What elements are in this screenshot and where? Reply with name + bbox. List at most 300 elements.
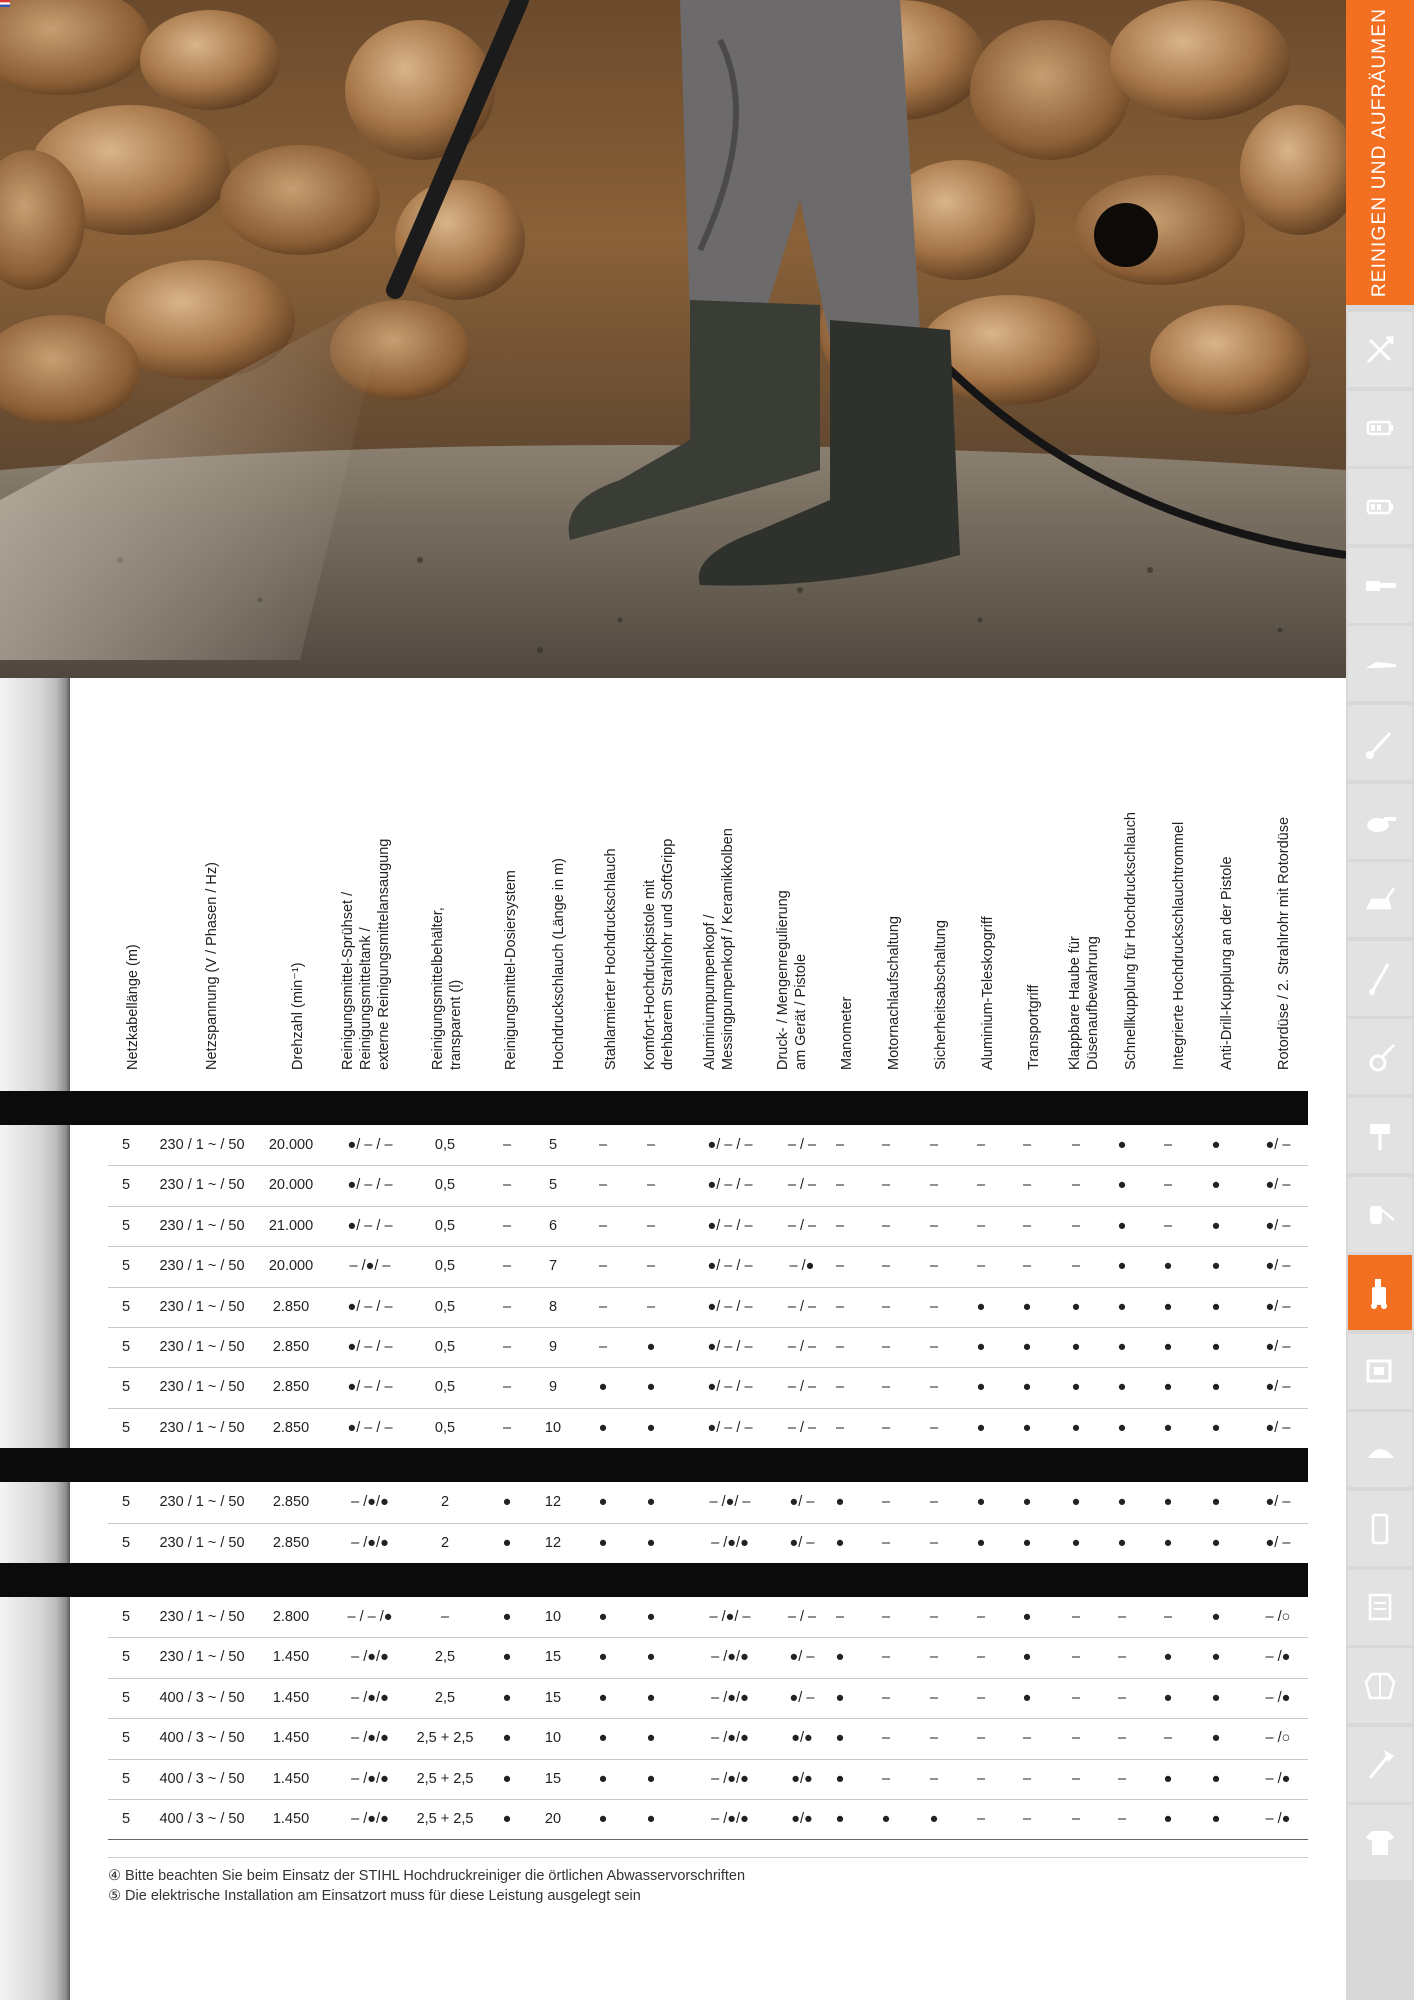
table-cell: ● [598,1534,608,1551]
table-cell: – [976,1177,986,1194]
column-header-line: Klappbare Haube für [1067,936,1083,1070]
table-cell: ● [1163,1494,1173,1511]
table-cell: – [976,1811,986,1827]
table-cell: – [835,1379,845,1396]
table-cell: ● [598,1379,608,1396]
table-cell: – [881,1217,891,1234]
table-cell: ● [976,1534,986,1551]
table-cell: – [881,1379,891,1396]
pressure-washer-icon-glyph [1362,1275,1398,1311]
column-header-line: transparent (l) [448,979,464,1070]
table-cell: – [835,1137,845,1153]
table-cell: – [929,1609,939,1625]
table-cell: – [976,1649,986,1666]
table-cell: – /● [789,1258,815,1275]
table-cell: ●/● [791,1811,813,1827]
column-header [429,907,465,1070]
table-cell: – [835,1217,845,1234]
table-cell: – [881,1494,891,1511]
table-cell: – [1163,1730,1173,1747]
section-tab[interactable] [1346,0,1414,305]
column-header-line: Hochdruckschlauch (Länge in m) [551,858,567,1070]
pressure-washer-icon[interactable] [1348,1255,1412,1330]
table-cell: 10 [544,1419,562,1436]
table-cell: ● [646,1730,656,1747]
table-cell: ● [1071,1419,1081,1436]
table-cell: ● [1117,1298,1127,1315]
table-cell: 5 [121,1137,131,1153]
table-cell: ● [598,1770,608,1787]
table-cell: 0,5 [434,1298,456,1315]
table-cell: 5 [121,1534,131,1551]
column-header [701,828,737,1070]
table-cell: ● [1117,1177,1127,1194]
table-cell: ● [1071,1534,1081,1551]
table-cell: 2,5 [434,1649,456,1666]
table-cell: – [646,1177,656,1194]
table-cell: 230 / 1 ~ / 50 [159,1258,245,1275]
table-cell: 1.450 [272,1730,310,1747]
table-cell: ● [976,1298,986,1315]
table-cell: – /●/● [711,1534,749,1551]
table-cell: 2.850 [272,1494,310,1511]
table-cell: – [1117,1689,1127,1706]
table-cell: – /○ [1265,1609,1291,1625]
hedge-trimmer-icon[interactable] [1348,626,1412,701]
tools-icon-glyph [1362,332,1398,368]
table-cell: ● [1211,1258,1221,1275]
column-header [289,962,307,1070]
column-header [1275,817,1293,1070]
table-cell: 2,5 + 2,5 [416,1770,474,1787]
table-cell: ● [1211,1730,1221,1747]
table-cell: ● [1211,1534,1221,1551]
table-cell: 230 / 1 ~ / 50 [159,1217,245,1234]
table-cell: – [1022,1811,1032,1827]
table-cell: – [929,1730,939,1747]
table-cell: – /●/● [711,1811,749,1827]
sprayer-icon[interactable] [1348,1177,1412,1252]
table-cell: ● [1022,1609,1032,1625]
table-cell: – [835,1609,845,1625]
table-cell: – [502,1339,512,1355]
table-cell: – [502,1379,512,1396]
table-cell: ● [976,1339,986,1355]
column-header [1218,856,1236,1070]
table-cell: – /●/● [351,1730,389,1747]
table-cell: – / – [787,1419,817,1436]
table-cell: ● [835,1730,845,1747]
table-cell: 400 / 3 ~ / 50 [159,1770,245,1787]
column-header [1025,985,1043,1070]
shredder-icon[interactable] [1348,1334,1412,1409]
section-tab-label: REINIGEN UND AUFRÄUMEN [1369,7,1390,298]
lawnmower-icon[interactable] [1348,862,1412,937]
table-cell: – [1163,1609,1173,1625]
table-cell: 5 [121,1177,131,1194]
table-cell: – [502,1217,512,1234]
table-cell: 1.450 [272,1770,310,1787]
table-cell: 5 [121,1609,131,1625]
table-cell: – /●/● [711,1730,749,1747]
table-cell: ● [502,1730,512,1747]
table-row [0,1718,1308,1758]
table-cell: 8 [548,1298,558,1315]
table-cell: – [646,1298,656,1315]
column-header-line: Reinigungsmittel-Sprühset / [340,891,356,1070]
table-row [0,1367,1308,1407]
table-cell: ●/● [791,1770,813,1787]
table-cell: 5 [121,1258,131,1275]
table-cell: – [1022,1730,1032,1747]
language-flag-icon[interactable] [0,0,10,7]
table-cell: – /●/● [711,1649,749,1666]
table-cell: ● [1211,1137,1221,1153]
table-cell: 20.000 [268,1177,314,1194]
table-cell: – [976,1217,986,1234]
document-icon[interactable] [1348,1570,1412,1645]
table-cell: – / – [787,1217,817,1234]
table-cell: – [440,1609,450,1625]
table-cell: – [881,1339,891,1355]
table-cell: – [1163,1217,1173,1234]
table-cell: ● [1163,1770,1173,1787]
table-cell: ● [1211,1298,1221,1315]
table-cell: 10 [544,1609,562,1625]
axe-icon[interactable] [1348,1727,1412,1802]
table-cell: ● [1071,1379,1081,1396]
column-header [885,916,903,1070]
table-cell: – [1022,1258,1032,1275]
table-cell: ● [1022,1689,1032,1706]
table-cell: ● [646,1609,656,1625]
table-cell: ●/ – / – [347,1217,393,1234]
table-cell: ● [1117,1494,1127,1511]
table-cell: – [976,1609,986,1625]
table-cell: – [929,1689,939,1706]
table-cell: 6 [548,1217,558,1234]
table-cell: – [835,1339,845,1355]
table-cell: 5 [121,1494,131,1511]
table-cell: ● [976,1419,986,1436]
table-row [0,1165,1308,1205]
group-divider [0,1563,1308,1597]
table-row [0,1597,1308,1637]
table-cell: ● [1117,1137,1127,1153]
table-cell: ●/ – [789,1494,815,1511]
jacket-icon[interactable] [1348,1648,1412,1723]
table-cell: ●/ – / – [707,1217,753,1234]
table-cell: 5 [121,1730,131,1747]
table-cell: 2,5 + 2,5 [416,1811,474,1827]
table-cell: – [598,1217,608,1234]
column-header-line: Aluminiumpumpenkopf / [702,914,718,1070]
table-row [0,1408,1308,1448]
table-cell: ●/ – [789,1534,815,1551]
table-cell: ● [1022,1494,1032,1511]
table-cell: – [1071,1258,1081,1275]
table-cell: 2.850 [272,1419,310,1436]
column-header [602,848,620,1070]
table-bottom-rule [108,1839,1308,1840]
table-cell: ● [835,1534,845,1551]
table-cell: ●/ – / – [707,1137,753,1153]
table-cell: 12 [544,1534,562,1551]
trimmer-icon[interactable] [1348,941,1412,1016]
table-cell: – [1071,1609,1081,1625]
table-cell: – /●/● [351,1770,389,1787]
table-cell: 9 [548,1339,558,1355]
table-cell: 2.850 [272,1298,310,1315]
table-cell: – [881,1730,891,1747]
hedge-trimmer-icon-glyph [1362,646,1398,682]
table-cell: ● [1211,1177,1221,1194]
column-header-line: Reinigungsmittelbehälter, [430,907,446,1070]
table-cell: ● [1163,1339,1173,1355]
table-cell: 1.450 [272,1689,310,1706]
table-cell: ● [1163,1649,1173,1666]
table-cell: 15 [544,1689,562,1706]
blower-icon[interactable] [1348,784,1412,859]
table-cell: 5 [121,1770,131,1787]
table-cell: ● [502,1770,512,1787]
table-cell: – /●/● [711,1770,749,1787]
table-cell: ●/ – / – [347,1419,393,1436]
axe-icon-glyph [1362,1746,1398,1782]
table-cell: ● [1117,1217,1127,1234]
table-cell: 20.000 [268,1258,314,1275]
table-cell: – [929,1494,939,1511]
table-cell: 2.850 [272,1379,310,1396]
table-cell: – [976,1730,986,1747]
table-cell: ● [1163,1298,1173,1315]
table-cell: ● [502,1494,512,1511]
table-cell: ● [1117,1339,1127,1355]
table-cell: – [881,1419,891,1436]
tools-icon[interactable] [1348,312,1412,387]
lawnmower-icon-glyph [1362,882,1398,918]
column-header [1170,822,1188,1070]
table-cell: 15 [544,1770,562,1787]
table-cell: ● [598,1730,608,1747]
footnotes [108,1857,1308,1906]
table-cell: – / – /● [347,1609,393,1625]
table-cell: ● [598,1649,608,1666]
column-header-line: Druck- / Mengenregulierung [775,890,791,1070]
table-row [0,1678,1308,1718]
table-cell: ● [646,1379,656,1396]
battery-icon[interactable] [1348,469,1412,544]
table-cell: ●/ – / – [347,1379,393,1396]
table-cell: ● [646,1419,656,1436]
table-cell: 15 [544,1649,562,1666]
table-cell: 0,5 [434,1217,456,1234]
tiller-icon-glyph [1362,1039,1398,1075]
table-cell: 230 / 1 ~ / 50 [159,1649,245,1666]
table-cell: ● [835,1649,845,1666]
table-cell: ●/ – [789,1689,815,1706]
table-cell: – [1163,1137,1173,1153]
column-header-line: externe Reinigungsmittelansaugung [376,838,392,1070]
table-cell: – [881,1770,891,1787]
table-cell: ●/ – / – [347,1339,393,1355]
table-cell: 2 [440,1534,450,1551]
table-cell: – [1022,1177,1032,1194]
table-cell: ● [598,1811,608,1827]
table-cell: 2.800 [272,1609,310,1625]
column-header-line: Stahlarmierter Hochdruckschlauch [603,848,619,1070]
table-cell: ● [502,1811,512,1827]
shirt-icon[interactable] [1348,1805,1412,1880]
phone-icon[interactable] [1348,1491,1412,1566]
column-header [932,920,950,1070]
footnote-item: ④ Bitte beachten Sie beim Einsatz der STIHL Hochdruckreiniger die örtlichen Abwasservorschriften [108,1868,746,1884]
column-header [339,839,393,1070]
table-cell: – [1022,1137,1032,1153]
battery-icon-glyph [1362,489,1398,525]
table-cell: 400 / 3 ~ / 50 [159,1811,245,1827]
table-row [0,1287,1308,1327]
table-cell: 9 [548,1379,558,1396]
table-cell: – /● [1265,1811,1291,1827]
table-cell: – [1117,1770,1127,1787]
table-cell: 230 / 1 ~ / 50 [159,1609,245,1625]
table-cell: ● [1163,1811,1173,1827]
battery-icon[interactable] [1348,391,1412,466]
table-cell: 230 / 1 ~ / 50 [159,1494,245,1511]
column-header-line: Transportgriff [1026,984,1042,1070]
table-cell: ● [646,1689,656,1706]
tiller-icon[interactable] [1348,1019,1412,1094]
table-cell: ● [502,1534,512,1551]
table-cell: – [929,1534,939,1551]
table-cell: 0,5 [434,1419,456,1436]
table-cell: ●/ – [1265,1534,1291,1551]
table-cell: ● [1211,1217,1221,1234]
group-divider [0,1448,1308,1482]
pressure-washer-scene [0,0,1346,678]
battery-icon-glyph [1362,410,1398,446]
table-cell: ● [1117,1419,1127,1436]
table-cell: ● [1071,1494,1081,1511]
table-cell: ● [976,1494,986,1511]
table-cell: 1.450 [272,1649,310,1666]
table-cell: – [881,1534,891,1551]
column-header-line: Netzkabellänge (m) [125,944,141,1070]
group-divider [0,1091,1308,1125]
column-header [203,862,221,1070]
table-cell: ● [1163,1534,1173,1551]
table-cell: ● [646,1494,656,1511]
table-cell: ●/ – [1265,1339,1291,1355]
table-cell: 230 / 1 ~ / 50 [159,1137,245,1153]
shredder-icon-glyph [1362,1353,1398,1389]
table-cell: ● [1022,1298,1032,1315]
phone-icon-glyph [1362,1511,1398,1547]
table-cell: ● [502,1609,512,1625]
table-cell: – [1071,1137,1081,1153]
table-cell: – [881,1137,891,1153]
table-cell: ● [1117,1258,1127,1275]
table-cell: – [929,1419,939,1436]
table-row [0,1246,1308,1286]
column-header [1122,812,1140,1070]
chainsaw-icon[interactable] [1348,548,1412,623]
table-cell: 2,5 + 2,5 [416,1730,474,1747]
trimmer-icon-glyph [1362,960,1398,996]
table-cell: ● [1117,1379,1127,1396]
table-cell: ● [1117,1534,1127,1551]
table-cell: 0,5 [434,1339,456,1355]
table-cell: 5 [121,1811,131,1827]
table-cell: – [881,1258,891,1275]
chainsaw-icon-glyph [1362,567,1398,603]
column-header-line: Rotordüse / 2. Strahlrohr mit Rotordüse [1276,816,1292,1070]
table-cell: 20 [544,1811,562,1827]
table-cell: – /●/● [351,1689,389,1706]
table-cell: – [881,1177,891,1194]
table-cell: – /●/● [711,1689,749,1706]
column-header-line: Integrierte Hochdruckschlauchtrommel [1171,821,1187,1070]
hero-photo [0,0,1346,678]
table-cell: – [976,1137,986,1153]
table-cell: 5 [121,1419,131,1436]
table-cell: – /● [1265,1649,1291,1666]
table-cell: ● [1211,1379,1221,1396]
robot-mower-icon[interactable] [1348,1412,1412,1487]
table-cell: ●/ – / – [707,1339,753,1355]
table-cell: ● [835,1494,845,1511]
table-cell: – / – [787,1177,817,1194]
table-cell: – [502,1258,512,1275]
table-cell: ● [929,1811,939,1827]
table-cell: 2 [440,1494,450,1511]
table-cell: – / – [787,1339,817,1355]
table-cell: ●/ – [789,1649,815,1666]
column-headers [0,678,1346,1070]
table-cell: – /● [1265,1770,1291,1787]
column-header-line: am Gerät / Pistole [793,953,809,1070]
table-cell: – [1117,1730,1127,1747]
table-cell: ● [646,1339,656,1355]
table-cell: – [1117,1811,1127,1827]
auger-icon-glyph [1362,1118,1398,1154]
table-cell: ● [502,1689,512,1706]
table-cell: – [929,1177,939,1194]
column-header-line: Motornachlaufschaltung [886,916,902,1070]
table-cell: ● [598,1689,608,1706]
table-cell: – [598,1177,608,1194]
column-header-line: Drehzahl (min⁻¹) [290,962,306,1070]
table-cell: – [929,1298,939,1315]
table-cell: ●/ – / – [347,1177,393,1194]
table-cell: ● [1211,1419,1221,1436]
table-cell: – [976,1770,986,1787]
auger-icon[interactable] [1348,1098,1412,1173]
table-cell: – [598,1298,608,1315]
table-cell: ● [1163,1258,1173,1275]
table-cell: – [929,1258,939,1275]
brushcutter-icon[interactable] [1348,705,1412,780]
table-cell: 1.450 [272,1811,310,1827]
table-cell: ●/ – / – [707,1298,753,1315]
table-cell: 230 / 1 ~ / 50 [159,1419,245,1436]
table-cell: ●/ – [1265,1379,1291,1396]
table-cell: 5 [121,1649,131,1666]
table-cell: – [929,1217,939,1234]
table-cell: – [881,1609,891,1625]
table-cell: – [976,1258,986,1275]
